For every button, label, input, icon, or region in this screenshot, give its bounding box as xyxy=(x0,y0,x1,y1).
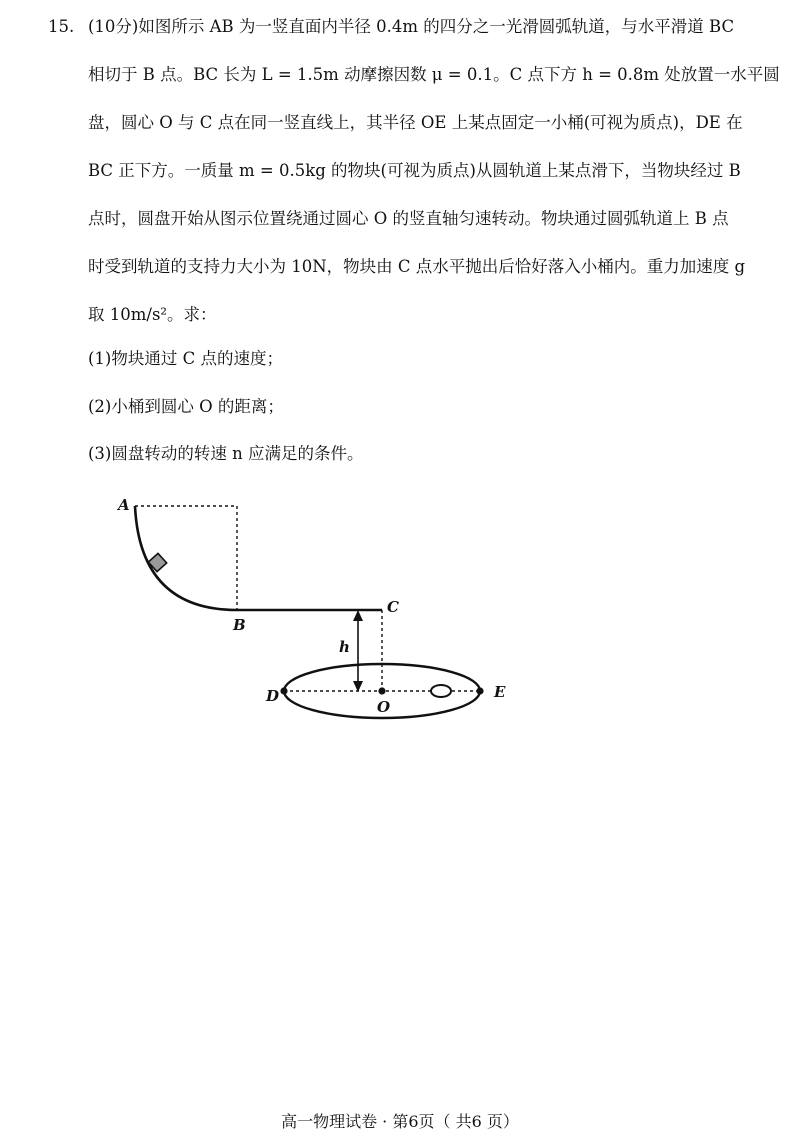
label-b: B xyxy=(233,616,246,634)
page-footer: 高一物理试卷 · 第6页（ 共6 页） xyxy=(281,1112,519,1131)
height-arrow-top-head xyxy=(353,610,363,621)
point-o xyxy=(378,687,385,694)
label-h: h xyxy=(339,638,350,656)
question-number: 15. xyxy=(48,17,75,36)
label-a: A xyxy=(118,496,130,514)
question-text-line-6: 时受到轨道的支持力大小为 10N，物块由 C 点水平抛出后恰好落入小桶内。重力加速度 g xyxy=(88,257,746,276)
question-text-line-7: 取 10m/s²。求： xyxy=(88,305,217,324)
physics-diagram xyxy=(100,488,540,738)
point-d xyxy=(280,687,287,694)
label-d: D xyxy=(266,687,280,705)
point-e xyxy=(476,687,483,694)
subquestion-1: (1)物块通过 C 点的速度； xyxy=(88,349,283,368)
question-text-line-1: (10分)如图所示 AB 为一竖直面内半径 0.4m 的四分之一光滑圆弧轨道，与水平滑道 BC xyxy=(88,17,735,36)
question-text-line-5: 点时，圆盘开始从图示位置绕通过圆心 O 的竖直轴匀速转动。物块通过圆弧轨道上 B 点 xyxy=(88,209,729,228)
question-text-line-3: 盘，圆心 O 与 C 点在同一竖直线上，其半径 OE 上某点固定一小桶(可视为质点)，DE 在 xyxy=(88,113,743,132)
label-c: C xyxy=(387,598,399,616)
label-e: E xyxy=(494,683,506,701)
small-bucket xyxy=(431,685,451,697)
label-o: O xyxy=(377,698,391,716)
circular-arc-track xyxy=(135,506,237,610)
subquestion-2: (2)小桶到圆心 O 的距离； xyxy=(88,397,284,416)
subquestion-3: (3)圆盘转动的转速 n 应满足的条件。 xyxy=(88,444,364,463)
question-text-line-4: BC 正下方。一质量 m = 0.5kg 的物块(可视为质点)从圆轨道上某点滑下，当物块经过 B xyxy=(88,161,741,180)
question-text-line-2: 相切于 B 点。BC 长为 L = 1.5m 动摩擦因数 μ = 0.1。C 点下方 h = 0.8m 处放置一水平圆 xyxy=(88,65,780,84)
diagram-svg xyxy=(100,488,540,738)
